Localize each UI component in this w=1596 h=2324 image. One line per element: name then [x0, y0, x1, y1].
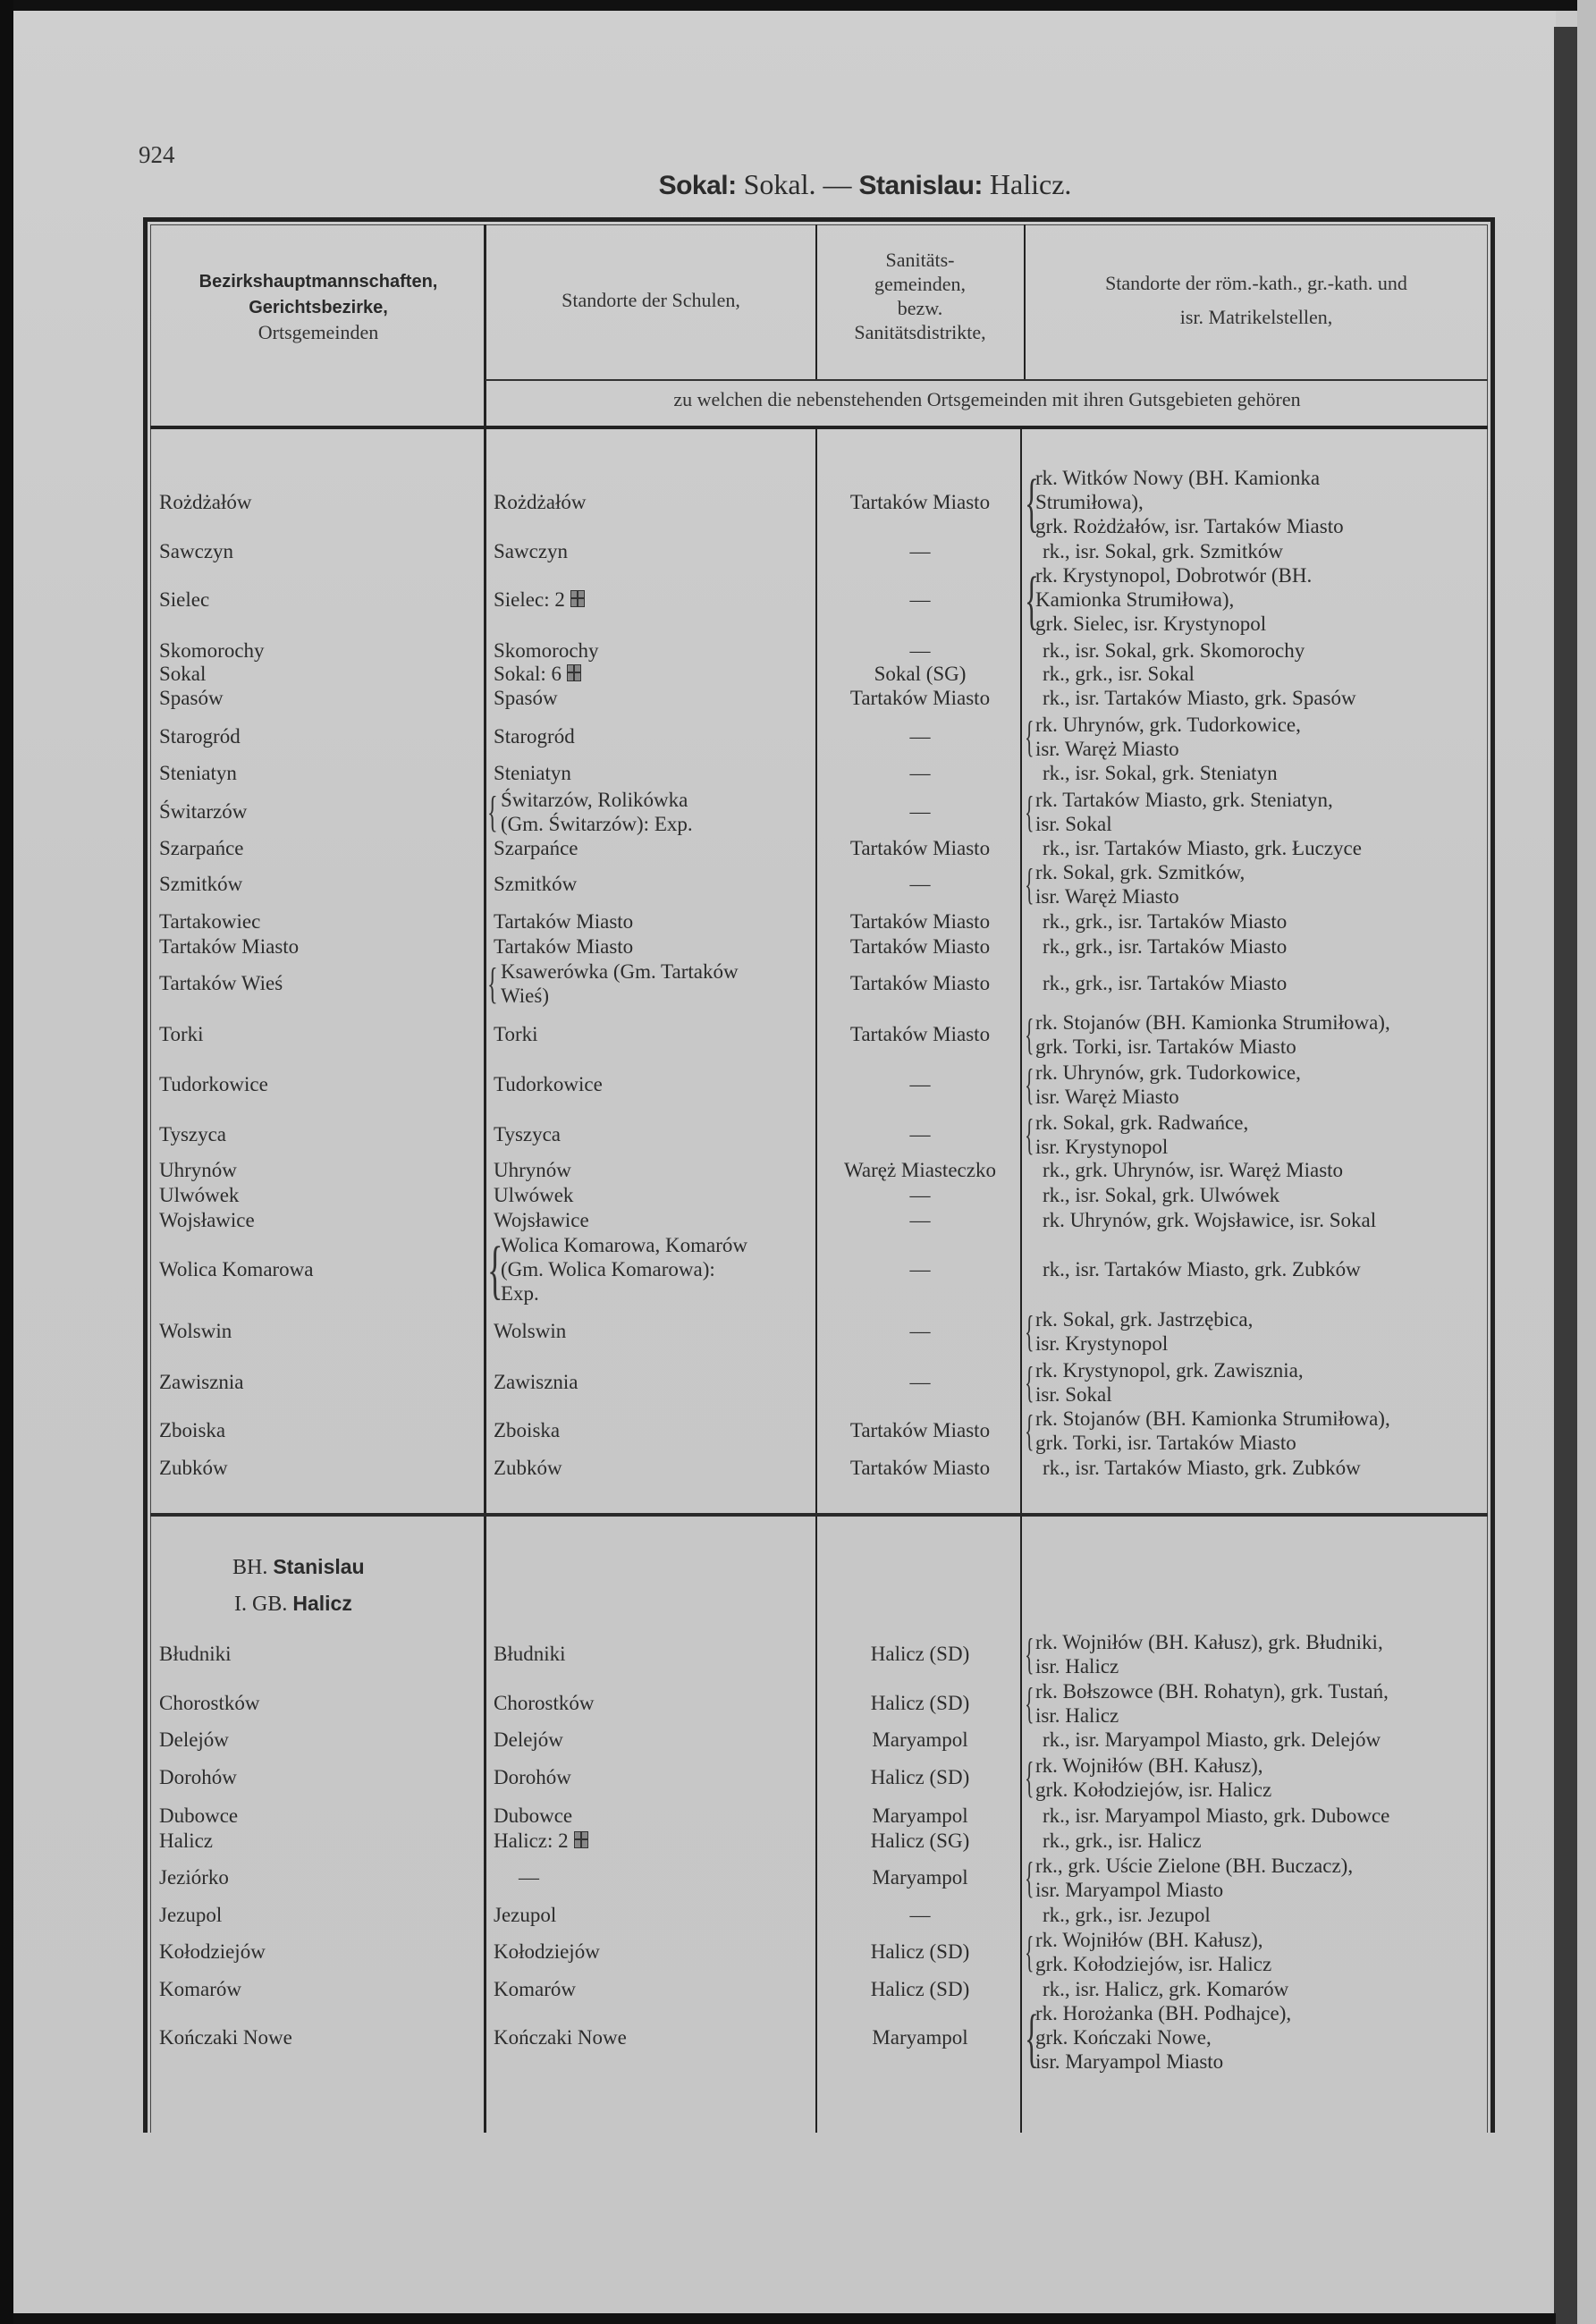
- cell-ortsgemeinde: Torki: [159, 1023, 204, 1045]
- school-building-icon: [567, 664, 581, 681]
- brace-icon: {: [487, 1233, 503, 1306]
- cell-schule: [494, 686, 558, 710]
- running-head: [0, 168, 1596, 201]
- cell-matrikel-line: rk., isr. Halicz, grk. Komarów: [1043, 1978, 1289, 2000]
- cell-ortsgemeinde: Steniatyn: [159, 762, 237, 784]
- cell-matrikel-line: rk., grk., isr. Tartaków Miasto: [1043, 935, 1288, 958]
- brace-icon: {: [1025, 1679, 1034, 1728]
- cell-sanitaet: —: [909, 1371, 931, 1393]
- header-col3-line3: bezw.: [897, 297, 943, 319]
- cell-schule: [494, 1370, 578, 1394]
- cell-ortsgemeinde: Halicz: [159, 1830, 214, 1852]
- cell-ortsgemeinde: Rożdżałów: [159, 491, 252, 513]
- cell-schule: [494, 1728, 563, 1752]
- cell-sanitaet: —: [909, 540, 931, 562]
- cell-sanitaet: Tartaków Miasto: [849, 491, 991, 513]
- cell-schule: [494, 1691, 594, 1715]
- cell-schule: [494, 724, 575, 748]
- brace-icon: {: [1025, 2001, 1039, 2074]
- cell-schule: [494, 1158, 571, 1182]
- cell-matrikel-line: rk. Wojniłów (BH. Kałusz),: [1035, 1754, 1263, 1777]
- header-col1-line1: Bezirkshauptmannschaften,: [198, 272, 438, 292]
- cell-ortsgemeinde: Wolica Komarowa: [159, 1258, 314, 1280]
- cell-schule-text: Spasów: [494, 687, 558, 709]
- cell-sanitaet: Tartaków Miasto: [849, 1419, 991, 1441]
- cell-ortsgemeinde: Tartakowiec: [159, 910, 261, 933]
- cell-schule-text: Skomorochy: [494, 639, 599, 662]
- cell-sanitaet: Tartaków Miasto: [849, 1457, 991, 1479]
- header-col3-line1: Sanitäts-: [885, 249, 955, 271]
- cell-schule-text: Kończaki Nowe: [494, 2026, 627, 2049]
- header-col4-line2: isr. Matrikelstellen,: [1179, 306, 1333, 328]
- cell-sanitaet: Halicz (SD): [870, 1940, 970, 1963]
- cell-sanitaet: Maryampol: [872, 1866, 968, 1889]
- cell-sanitaet: Waręż Miasteczko: [844, 1159, 996, 1181]
- scan-edge-left: [0, 0, 13, 2324]
- section-title-bh: [232, 1554, 365, 1580]
- cell-schule: Wolica Komarowa, Komarów: [501, 1234, 747, 1256]
- cell-matrikel-line: rk. Tartaków Miasto, grk. Steniatyn,: [1035, 789, 1333, 811]
- cell-sanitaet: —: [909, 800, 931, 823]
- cell-ortsgemeinde: Wojsławice: [159, 1209, 255, 1231]
- header-subheader: zu welchen die nebenstehenden Ortsgemeinden mit ihren Gutsgebieten gehören: [673, 388, 1301, 410]
- cell-schule: (Gm. Wolica Komarowa):: [501, 1258, 715, 1280]
- cell-matrikel-line: rk., grk., isr. Sokal: [1043, 663, 1195, 685]
- cell-schule-text: Szarpańce: [494, 837, 578, 859]
- cell-sanitaet: Halicz (SD): [870, 1643, 970, 1665]
- cell-matrikel-line: rk. Uhrynów, grk. Tudorkowice,: [1035, 714, 1301, 736]
- cell-ortsgemeinde: Sokal: [159, 663, 207, 685]
- brace-icon: {: [1025, 1407, 1034, 1455]
- cell-schule-text: Zawisznia: [494, 1371, 578, 1393]
- cell-matrikel-line: rk. Sokal, grk. Radwańce,: [1035, 1111, 1249, 1134]
- cell-ortsgemeinde: Ulwówek: [159, 1184, 240, 1206]
- cell-ortsgemeinde: Spasów: [159, 687, 224, 709]
- cell-sanitaet: —: [909, 1904, 931, 1926]
- cell-schule-text: Dorohów: [494, 1766, 571, 1788]
- cell-schule-text: Steniatyn: [494, 762, 571, 784]
- cell-schule-text: Sielec: 2: [494, 588, 565, 611]
- header-col3-line2: gemeinden,: [874, 273, 967, 295]
- cell-matrikel-line: isr. Krystynopol: [1035, 1332, 1169, 1355]
- cell-schule: [494, 587, 585, 612]
- cell-schule: [494, 1418, 560, 1442]
- cell-schule: [494, 2025, 627, 2049]
- cell-sanitaet: Tartaków Miasto: [849, 1023, 991, 1045]
- cell-matrikel-line: rk. Krystynopol, grk. Zawisznia,: [1035, 1359, 1304, 1382]
- header-col-matrikel: [1026, 266, 1487, 334]
- cell-sanitaet: Halicz (SD): [870, 1692, 970, 1714]
- cell-schule: [494, 1642, 566, 1666]
- cell-matrikel-line: rk., grk., isr. Tartaków Miasto: [1043, 972, 1288, 994]
- cell-matrikel-line: rk., grk., isr. Tartaków Miasto: [1043, 910, 1288, 933]
- cell-schule-text: Rożdżałów: [494, 491, 587, 513]
- scan-edge-top: [0, 0, 1596, 11]
- cell-schule-text: Chorostków: [494, 1692, 595, 1714]
- cell-matrikel-line: Kamionka Strumiłowa),: [1035, 588, 1235, 611]
- cell-schule-text: Sawczyn: [494, 540, 569, 562]
- brace-icon: {: [1025, 860, 1034, 908]
- cell-matrikel-line: isr. Krystynopol: [1035, 1136, 1169, 1158]
- cell-ortsgemeinde: Kołodziejów: [159, 1940, 266, 1963]
- cell-matrikel-line: rk. Uhrynów, grk. Wojsławice, isr. Sokal: [1043, 1209, 1377, 1231]
- cell-ortsgemeinde: Tyszyca: [159, 1123, 227, 1145]
- cell-sanitaet: Tartaków Miasto: [849, 837, 991, 859]
- cell-schule-text: Zboiska: [494, 1419, 561, 1441]
- cell-ortsgemeinde: Tudorkowice: [159, 1073, 268, 1095]
- scan-edge-bottom: [13, 2313, 1556, 2324]
- column-rule-2: [815, 427, 817, 2133]
- school-building-icon: [574, 1831, 588, 1848]
- cell-ortsgemeinde: Kończaki Nowe: [159, 2026, 292, 2049]
- cell-ortsgemeinde: Jeziórko: [159, 1866, 229, 1889]
- brace-icon: {: [1025, 1358, 1034, 1407]
- running-head-court-b: Halicz.: [989, 168, 1072, 200]
- cell-matrikel-line: rk., isr. Maryampol Miasto, grk. Dubowce: [1043, 1804, 1390, 1827]
- cell-sanitaet: —: [909, 588, 931, 611]
- cell-schule-text: Tyszyca: [494, 1123, 562, 1145]
- cell-schule-text: Jezupol: [494, 1904, 557, 1926]
- column-rule-1: [484, 224, 486, 2133]
- section-title-gb: [234, 1591, 352, 1617]
- cell-matrikel-line: isr. Sokal: [1035, 813, 1112, 835]
- cell-schule-text: Ulwówek: [494, 1184, 574, 1206]
- cell-schule: [494, 1319, 566, 1343]
- cell-schule-text: Torki: [494, 1023, 538, 1045]
- cell-matrikel-line: rk., isr. Tartaków Miasto, grk. Zubków: [1043, 1457, 1361, 1479]
- cell-schule-text: Kołodziejów: [494, 1940, 600, 1963]
- cell-schule-text: Tartaków Miasto: [494, 935, 634, 958]
- cell-schule: [494, 836, 578, 860]
- header-col-schulen: Standorte der Schulen,: [562, 289, 740, 311]
- cell-matrikel-line: rk., isr. Tartaków Miasto, grk. Zubków: [1043, 1258, 1361, 1280]
- cell-schule: [494, 1765, 571, 1789]
- brace-icon: {: [1025, 466, 1039, 538]
- cell-matrikel-line: isr. Halicz: [1035, 1655, 1119, 1678]
- header-col-gemeinden: [154, 268, 483, 344]
- cell-matrikel-line: rk., isr. Maryampol Miasto, grk. Delejów: [1043, 1728, 1381, 1751]
- brace-icon: {: [1025, 1061, 1034, 1109]
- section-title-bh-name: Stanislau: [273, 1555, 365, 1578]
- header-rule: [486, 379, 1488, 381]
- cell-schule: [494, 539, 568, 563]
- cell-ortsgemeinde: Skomorochy: [159, 639, 265, 662]
- section-title-bh-prefix: BH.: [232, 1556, 268, 1579]
- cell-ortsgemeinde: Jezupol: [159, 1904, 223, 1926]
- section-divider-rule: [150, 1513, 1488, 1517]
- cell-ortsgemeinde: Tartaków Wieś: [159, 972, 283, 994]
- cell-ortsgemeinde: Uhrynów: [159, 1159, 237, 1181]
- cell-matrikel-line: isr. Sokal: [1035, 1383, 1112, 1406]
- cell-sanitaet: Tartaków Miasto: [849, 972, 991, 994]
- cell-schule-text: —: [519, 1866, 539, 1889]
- cell-matrikel-line: rk., isr. Sokal, grk. Steniatyn: [1043, 762, 1278, 784]
- cell-schule-text: Tartaków Miasto: [494, 910, 634, 933]
- running-head-district-b: Stanislau:: [858, 171, 983, 200]
- scan-edge-right: [1554, 27, 1577, 2324]
- cell-ortsgemeinde: Dorohów: [159, 1766, 237, 1788]
- cell-schule: [494, 909, 633, 934]
- cell-matrikel-line: rk., isr. Tartaków Miasto, grk. Spasów: [1043, 687, 1356, 709]
- cell-schule-text: Uhrynów: [494, 1159, 571, 1181]
- cell-ortsgemeinde: Sawczyn: [159, 540, 234, 562]
- cell-ortsgemeinde: Sielec: [159, 588, 210, 611]
- running-head-district-a: Sokal:: [658, 171, 737, 200]
- brace-icon: {: [1025, 1010, 1034, 1059]
- cell-schule: [494, 662, 581, 686]
- cell-sanitaet: Halicz (SD): [870, 1766, 970, 1788]
- header-col-sanitaet: [817, 248, 1023, 344]
- cell-matrikel-line: rk. Stojanów (BH. Kamionka Strumiłowa),: [1035, 1011, 1390, 1034]
- cell-ortsgemeinde: Tartaków Miasto: [159, 935, 300, 958]
- cell-matrikel-line: rk. Wojniłów (BH. Kałusz),: [1035, 1929, 1263, 1951]
- cell-ortsgemeinde: Komarów: [159, 1978, 241, 2000]
- cell-schule: [494, 1072, 603, 1096]
- brace-icon: {: [1025, 788, 1034, 836]
- cell-matrikel-line: Strumiłowa),: [1035, 491, 1144, 513]
- cell-schule: [494, 1122, 561, 1146]
- cell-matrikel-line: grk. Torki, isr. Tartaków Miasto: [1035, 1432, 1296, 1454]
- cell-ortsgemeinde: Dubowce: [159, 1804, 239, 1827]
- cell-matrikel-line: rk. Witków Nowy (BH. Kamionka: [1035, 467, 1321, 489]
- header-col4-line1: Standorte der röm.-kath., gr.-kath. und: [1105, 272, 1407, 294]
- cell-sanitaet: —: [909, 873, 931, 895]
- cell-ortsgemeinde: Delejów: [159, 1728, 229, 1751]
- cell-schule-text: Zubków: [494, 1457, 562, 1479]
- brace-icon: {: [1025, 1307, 1034, 1356]
- cell-matrikel-line: grk. Kołodziejów, isr. Halicz: [1035, 1953, 1272, 1975]
- cell-matrikel-line: isr. Maryampol Miasto: [1035, 2050, 1224, 2073]
- cell-matrikel-line: isr. Waręż Miasto: [1035, 1086, 1179, 1108]
- cell-matrikel-line: grk. Kończaki Nowe,: [1035, 2026, 1212, 2049]
- cell-schule: [494, 1208, 589, 1232]
- header-col1-line2: Gerichtsbezirke,: [249, 298, 388, 317]
- cell-schule: [494, 761, 571, 785]
- cell-schule-text: Halicz: 2: [494, 1830, 569, 1852]
- cell-matrikel-line: grk. Rożdżałów, isr. Tartaków Miasto: [1035, 515, 1344, 537]
- cell-schule-text: Błudniki: [494, 1643, 566, 1665]
- cell-sanitaet: Tartaków Miasto: [849, 935, 991, 958]
- scan-edge-right-margin: [1577, 0, 1596, 2324]
- cell-schule: [494, 1939, 600, 1964]
- cell-matrikel-line: rk. Wojniłów (BH. Kałusz), grk. Błudniki,: [1035, 1631, 1383, 1653]
- brace-icon: {: [1025, 1630, 1034, 1678]
- cell-schule: Exp.: [501, 1282, 539, 1305]
- header-bottom-rule: [150, 426, 1488, 429]
- cell-schule: [494, 934, 633, 959]
- cell-schule: [519, 1865, 539, 1889]
- cell-matrikel-line: rk., isr. Sokal, grk. Szmitków: [1043, 540, 1283, 562]
- cell-schule: [494, 1022, 538, 1046]
- header-col3-line4: Sanitätsdistrikte,: [854, 321, 986, 343]
- section-title-gb-name: Halicz: [292, 1592, 352, 1615]
- brace-icon: {: [1025, 1854, 1034, 1902]
- cell-schule-text: Starogród: [494, 725, 575, 748]
- cell-schule: [494, 1804, 572, 1828]
- brace-icon: {: [1025, 1928, 1034, 1976]
- cell-sanitaet: Halicz (SD): [870, 1978, 970, 2000]
- cell-matrikel-line: rk. Uhrynów, grk. Tudorkowice,: [1035, 1061, 1301, 1084]
- cell-matrikel-line: grk. Sielec, isr. Krystynopol: [1035, 613, 1267, 635]
- brace-icon: {: [1025, 713, 1034, 761]
- cell-sanitaet: —: [909, 1073, 931, 1095]
- cell-matrikel-line: rk. Horożanka (BH. Podhajce),: [1035, 2002, 1292, 2024]
- brace-icon: {: [1025, 1754, 1034, 1802]
- cell-matrikel-line: rk., grk. Uhrynów, isr. Waręż Miasto: [1043, 1159, 1344, 1181]
- cell-sanitaet: —: [909, 1184, 931, 1206]
- cell-matrikel-line: grk. Torki, isr. Tartaków Miasto: [1035, 1035, 1296, 1058]
- cell-schule-text: Dubowce: [494, 1804, 573, 1827]
- cell-ortsgemeinde: Wolswin: [159, 1320, 232, 1342]
- cell-schule: [494, 1456, 562, 1480]
- cell-matrikel-line: rk., isr. Tartaków Miasto, grk. Łuczyce: [1043, 837, 1362, 859]
- cell-schule-text: Wolswin: [494, 1320, 567, 1342]
- cell-schule: [494, 490, 586, 514]
- cell-ortsgemeinde: Szmitków: [159, 873, 243, 895]
- cell-schule: (Gm. Świtarzów): Exp.: [501, 813, 693, 835]
- cell-matrikel-line: isr. Halicz: [1035, 1704, 1119, 1727]
- cell-ortsgemeinde: Zboiska: [159, 1419, 226, 1441]
- cell-matrikel-line: rk. Bołszowce (BH. Rohatyn), grk. Tustań,: [1035, 1680, 1389, 1703]
- cell-ortsgemeinde: Starogród: [159, 725, 241, 748]
- cell-schule-text: Szmitków: [494, 873, 578, 895]
- cell-schule: [494, 1903, 556, 1927]
- cell-matrikel-line: rk., isr. Sokal, grk. Skomorochy: [1043, 639, 1305, 662]
- cell-sanitaet: —: [909, 762, 931, 784]
- cell-matrikel-line: rk. Krystynopol, Dobrotwór (BH.: [1035, 564, 1313, 587]
- cell-matrikel-line: rk. Stojanów (BH. Kamionka Strumiłowa),: [1035, 1407, 1390, 1430]
- cell-sanitaet: —: [909, 1209, 931, 1231]
- brace-icon: {: [487, 959, 498, 1008]
- brace-icon: {: [1025, 1111, 1034, 1159]
- cell-matrikel-line: isr. Maryampol Miasto: [1035, 1879, 1224, 1901]
- cell-schule-text: Wojsławice: [494, 1209, 589, 1231]
- cell-sanitaet: Maryampol: [872, 2026, 968, 2049]
- cell-matrikel-line: rk., grk., isr. Jezupol: [1043, 1904, 1211, 1926]
- brace-icon: {: [1025, 563, 1039, 636]
- cell-schule: [494, 872, 577, 896]
- cell-sanitaet: —: [909, 1320, 931, 1342]
- cell-sanitaet: —: [909, 1258, 931, 1280]
- cell-schule-text: Delejów: [494, 1728, 563, 1751]
- cell-schule-text: Sokal: 6: [494, 663, 562, 685]
- school-building-icon: [570, 590, 585, 607]
- cell-schule: Ksawerówka (Gm. Tartaków: [501, 960, 739, 983]
- cell-matrikel-line: rk. Sokal, grk. Szmitków,: [1035, 861, 1246, 883]
- cell-ortsgemeinde: Szarpańce: [159, 837, 244, 859]
- cell-matrikel-line: isr. Waręż Miasto: [1035, 885, 1179, 908]
- cell-matrikel-line: rk., grk., isr. Halicz: [1043, 1830, 1202, 1852]
- cell-sanitaet: Tartaków Miasto: [849, 910, 991, 933]
- cell-sanitaet: Halicz (SG): [870, 1830, 970, 1852]
- cell-schule-text: Tudorkowice: [494, 1073, 603, 1095]
- cell-sanitaet: —: [909, 725, 931, 748]
- cell-sanitaet: Sokal (SG): [874, 663, 967, 685]
- cell-matrikel-line: isr. Waręż Miasto: [1035, 738, 1179, 760]
- cell-matrikel-line: rk. Sokal, grk. Jastrzębica,: [1035, 1308, 1254, 1331]
- brace-icon: {: [487, 788, 498, 836]
- cell-schule: [494, 1829, 588, 1853]
- cell-schule: [494, 1977, 576, 2001]
- cell-matrikel-line: rk., isr. Sokal, grk. Ulwówek: [1043, 1184, 1280, 1206]
- cell-schule-text: Komarów: [494, 1978, 576, 2000]
- cell-schule: Wieś): [501, 985, 549, 1007]
- cell-ortsgemeinde: Świtarzów: [159, 800, 248, 823]
- cell-matrikel-line: rk., grk. Uście Zielone (BH. Buczacz),: [1035, 1855, 1354, 1877]
- cell-ortsgemeinde: Chorostków: [159, 1692, 260, 1714]
- cell-schule: [494, 1183, 573, 1207]
- cell-sanitaet: Maryampol: [872, 1728, 968, 1751]
- cell-schule: Świtarzów, Rolikówka: [501, 789, 688, 811]
- cell-matrikel-line: grk. Kołodziejów, isr. Halicz: [1035, 1779, 1272, 1801]
- cell-sanitaet: —: [909, 1123, 931, 1145]
- cell-ortsgemeinde: Zawisznia: [159, 1371, 244, 1393]
- cell-ortsgemeinde: Zubków: [159, 1457, 228, 1479]
- cell-sanitaet: Maryampol: [872, 1804, 968, 1827]
- cell-ortsgemeinde: Błudniki: [159, 1643, 232, 1665]
- cell-sanitaet: Tartaków Miasto: [849, 687, 991, 709]
- cell-schule: [494, 638, 599, 663]
- section-title-gb-prefix: I. GB.: [234, 1593, 288, 1616]
- page-number: 924: [139, 141, 175, 168]
- header-col1-line3: Ortsgemeinden: [258, 321, 379, 343]
- cell-sanitaet: —: [909, 639, 931, 662]
- running-head-court-a: Sokal. —: [743, 168, 852, 200]
- column-rule-3: [1020, 427, 1022, 2133]
